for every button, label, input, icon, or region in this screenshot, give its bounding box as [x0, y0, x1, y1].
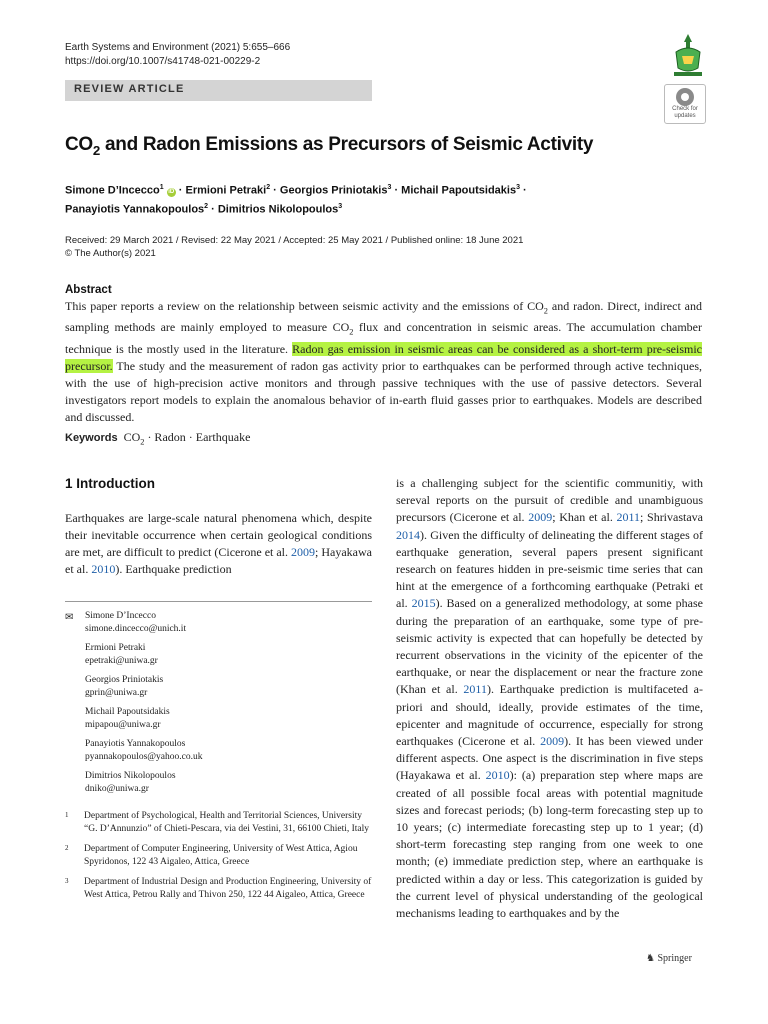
- orcid-icon[interactable]: iD: [168, 188, 175, 195]
- copyright-notice: © The Author(s) 2021: [65, 248, 156, 259]
- publication-dates: [65, 234, 523, 260]
- publisher-mark: [646, 953, 692, 964]
- affiliation-text: Department of Computer Engineering, University of West Attica, Agiou Spyridonos, 122 43 Aigaleo, Attica, Greece: [84, 844, 358, 867]
- affiliations: [65, 810, 372, 909]
- section-heading-introduction: 1 Introduction: [65, 476, 155, 491]
- envelope-icon: ✉: [65, 612, 74, 623]
- authors-line-2: Panayiotis Yannakopoulos$^2$ · Dimitrios Nikolopoulos$^3$: [65, 202, 343, 216]
- affiliation-number: 2: [65, 844, 69, 852]
- footnote-divider: [65, 601, 372, 602]
- affiliation-text: Department of Psychological, Health and Territorial Sciences, University “G. D’Annunzio” of Chieti-Pescara, via dei Vestini, 31, 66100 Chieti, Italy: [84, 811, 370, 834]
- university-logo-icon: [668, 30, 708, 80]
- check-updates-label: Check for updates: [672, 106, 698, 119]
- author-list: [65, 180, 527, 217]
- abstract-heading: Abstract: [65, 284, 112, 296]
- intro-left-column: Earthquakes are large-scale natural phenomena which, despite their inevitable occurrence when certain geological conditions are met, are difficult to predict (Cicerone et al. 2009; Hayakawa et al. 2010). Earthquake prediction: [65, 511, 372, 576]
- history-dates: Received: 29 March 2021 / Revised: 22 May 2021 / Accepted: 25 May 2021 / Published online: 18 June 2021: [65, 235, 524, 246]
- contact-name: Michail Papoutsidakis: [85, 707, 170, 717]
- intro-right-column: is a challenging subject for the scientific communitiy, with sereval reports on the pursuit of credible and unambiguous precursors (Cicerone et al. 2009; Khan et al. 2011; Shrivastava 2014). Given the difficulty of delineating the different stages of earthquake generation, several papers present significant research on features hidden in pre-seismic time series that can hint at the emergence of a forthcoming earthquake (Petraki et al. 2015). Based on a generalized methodology, at some phase during the preparation of an earthquake, some type of pre-seismic activity is expected that can hopefully be detected by recurrent observations in the vicinity of the epicenter of the earthquake, or near the displacement or near the fracture zone (Khan et al. 2011). Earthquake prediction is multifaceted a-priori and should, ideally, provide estimates of the time, epicenter and magnitude of occurrence, especially for strong earthquakes (Cicerone et al. 2009). It has been viewed under different aspects. One aspect is the discrimination in five steps (Hayakawa et al. 2010): (a) preparation step where maps are created of all possible focal areas with potential magnitude sizes and forecast periods; (b) long-term forecasting step up to 10 years; (c) intermediate forecasting step up to 1 year; (d) short-term forecasting step ranging from one week to one month; (e) immediate prediction step, where an earthquake is predicted within a day or less. This categorization is guided by the current level of physical understanding of the geological mechanisms leading to earthquakes and by the: [396, 476, 704, 921]
- keywords-label: Keywords: [65, 432, 118, 444]
- authors-line-1: Simone D’Incecco$^1$ iD · Ermioni Petraki$^2$ · Georgios Priniotakis$^3$ · Michail Papoutsidakis$^3$ ·: [65, 184, 527, 197]
- affiliation-entry: [65, 843, 372, 868]
- doi-link[interactable]: https://doi.org/10.1007/s41748-021-00229-2: [65, 56, 261, 67]
- contact-email[interactable]: gprin@uniwa.gr: [85, 688, 148, 698]
- article-type-label: REVIEW ARTICLE: [74, 83, 185, 95]
- affiliation-entry: [65, 810, 372, 835]
- contact-entry: [65, 706, 202, 732]
- contact-email[interactable]: pyannakopoulos@yahoo.co.uk: [85, 752, 203, 762]
- affiliation-text: Department of Industrial Design and Production Engineering, University of West Attica, Petrou Rally and Thivon 250, 122 44 Aigaleo, Attica, Greece: [84, 877, 372, 900]
- affiliation-number: 1: [65, 811, 69, 819]
- check-for-updates-badge[interactable]: [664, 84, 706, 124]
- contact-email[interactable]: epetraki@uniwa.gr: [85, 656, 158, 666]
- contact-name: Georgios Priniotakis: [85, 675, 164, 685]
- highlighted-sentence[interactable]: Radon gas emission in seismic areas can be considered as a short-term pre-seismic precursor.: [65, 341, 703, 373]
- contact-entry: [65, 610, 202, 636]
- contact-email[interactable]: mipapou@uniwa.gr: [85, 720, 161, 730]
- springer-horse-icon: ♞: [646, 953, 655, 964]
- contact-name: Ermioni Petraki: [85, 643, 146, 653]
- contact-email[interactable]: simone.dincecco@unich.it: [85, 624, 187, 634]
- abstract-text: This paper reports a review on the relationship between seismic activity and the emissions of $CO_2$ and radon. Direct, indirect and sampling methods are mainly employed to measure $CO_2$ flux and concentration in seismic areas. The accumulation chamber technique is the mostly used in the literature. Radon gas emission in seismic areas can be considered as a short-term pre-seismic precursor. The study and the measurement of radon gas activity prior to earthquakes can be performed through active techniques, with the use of high-precision active monitors and through passive techniques with the use of passive detectors. Several investigators report models to explain the anomalous behavior of in-earth fluid gasses prior to earthquakes. Models are described and discussed.: [65, 299, 703, 424]
- keywords-values: $CO_2$ · Radon · Earthquake: [123, 430, 251, 447]
- article-title: $CO_2$ and Radon Emissions as Precursors of Seismic Activity: [65, 134, 594, 158]
- journal-header: [65, 41, 290, 69]
- article-type-banner: [65, 80, 372, 101]
- affiliation-number: 3: [65, 877, 69, 885]
- contact-entry: [65, 738, 202, 764]
- journal-citation: Earth Systems and Environment (2021) 5:655–666: [65, 42, 291, 53]
- author-contacts: [65, 610, 202, 802]
- publisher-name: Springer: [657, 953, 692, 964]
- keywords-row: [65, 430, 250, 446]
- contact-email[interactable]: dniko@uniwa.gr: [85, 784, 149, 794]
- contact-name: Dimitrios Nikolopoulos: [85, 771, 176, 781]
- abstract-part-2: The study and the measurement of radon gas activity prior to earthquakes can be performed through active techniques, with the use of high-precision active monitors and through passive techniques with the use of passive detectors. Several investigators report models to explain the anomalous behavior of in-earth fluid gasses prior to earthquakes. Models are described and discussed.: [65, 358, 702, 424]
- affiliation-entry: [65, 876, 372, 901]
- contact-entry: [65, 642, 202, 668]
- contact-entry: [65, 674, 202, 700]
- contact-entry: [65, 770, 202, 796]
- update-check-icon: [676, 88, 694, 106]
- contact-name: Panayiotis Yannakopoulos: [85, 739, 186, 749]
- contact-name: Simone D’Incecco: [85, 611, 156, 621]
